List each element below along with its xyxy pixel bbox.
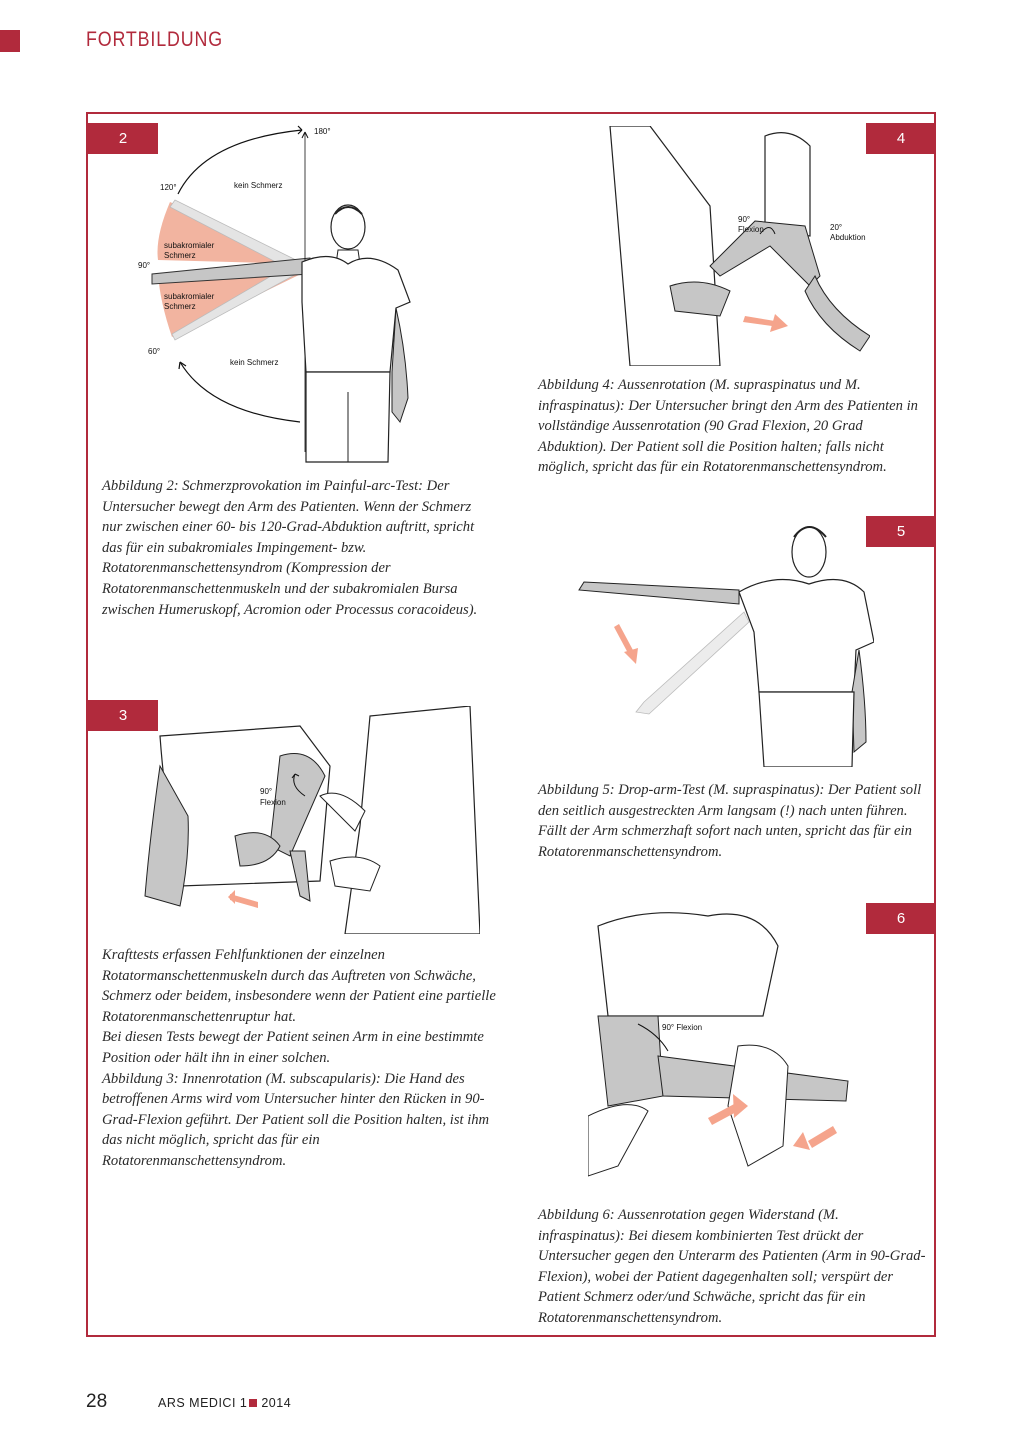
magazine-footer <box>158 1396 291 1410</box>
caption-paragraph-3: Abbildung 3: Innenrotation (M. subscapularis): Die Hand des betroffenen Arms wird vom Untersucher hinter den Rücken in 90-Grad-Flexion geführt. Der Patient soll die Position halten, ist ihm das nicht möglich, spricht das für ein Rotatorenmanschettensyndrom. <box>102 1070 490 1169</box>
label-pain-lower-1: subakromialer <box>164 292 215 301</box>
label-60: 60° <box>148 347 161 356</box>
magazine-name: ARS MEDICI 1 <box>158 1396 248 1410</box>
label-no-pain-top: kein Schmerz <box>234 181 283 190</box>
separator-square <box>249 1399 257 1407</box>
figure-4-illustration <box>570 126 870 366</box>
figure-3-caption <box>102 945 497 1172</box>
label-flexion: Flexion <box>260 798 286 807</box>
label-120: 120° <box>160 183 177 192</box>
label-flexion: Flexion <box>738 225 764 234</box>
caption-paragraph-2: Bei diesen Tests bewegt der Patient seinen Arm in eine bestimmte Position oder hält ihn in einer solchen. <box>102 1029 484 1066</box>
figure-5-caption: Abbildung 5: Drop-arm-Test (M. supraspinatus): Der Patient soll den seitlich ausgestreckten Arm langsam (!) nach unten führen. Fällt der Arm schmerzhaft sofort nach unten, spricht das für ein Rotatorenmanschettensyndrom. <box>538 782 922 860</box>
section-title: FORTBILDUNG <box>86 28 223 51</box>
figure-4-badge: 4 <box>866 123 936 154</box>
label-90: 90° <box>138 261 151 270</box>
figure-5-illustration <box>574 512 874 767</box>
figure-3-badge: 3 <box>88 700 158 731</box>
label-pain-upper-1: subakromialer <box>164 241 215 250</box>
label-90-flexion: 90° Flexion <box>662 1023 703 1032</box>
page-number: 28 <box>86 1391 108 1412</box>
magazine-year: 2014 <box>261 1396 292 1410</box>
label-angle-1: 90° <box>738 215 751 224</box>
label-pain-upper-2: Schmerz <box>164 251 196 260</box>
label-180: 180° <box>314 127 331 136</box>
figure-6-badge: 6 <box>866 903 936 934</box>
section-marker <box>0 30 20 52</box>
label-angle-2: 20° <box>830 223 843 232</box>
figure-6-illustration <box>588 906 878 1196</box>
label-pain-lower-2: Schmerz <box>164 302 196 311</box>
figure-6-caption: Abbildung 6: Aussenrotation gegen Widerstand (M. infraspinatus): Bei diesem kombinierten Test drückt der Untersucher gegen den Unterarm des Patienten (Arm in 90-Grad-Flexion), wobei der Patient dagegenhalten soll; verspürt der Patient Schmerz oder/und Schwäche, spricht das für ein Rotatorenmanschettensyndrom. <box>538 1207 926 1326</box>
label-no-pain-bottom: kein Schmerz <box>230 358 279 367</box>
figure-2-caption: Abbildung 2: Schmerzprovokation im Painful-arc-Test: Der Untersucher bewegt den Arm des Patienten. Wenn der Schmerz nur zwischen einer 60- bis 120-Grad-Abduktion auftritt, spricht das für ein subakromiales Impingement- bzw. Rotatorenmanschettensyndrom (Kompression der Rotatorenmanschettenmuskeln und der subakromialen Bursa zwischen Humeruskopf, Acromion oder Processus coracoideus). <box>102 478 478 618</box>
figure-4-caption: Abbildung 4: Aussenrotation (M. supraspinatus und M. infraspinatus): Der Untersucher bringt den Arm des Patienten in vollständige Aussenrotation (90 Grad Flexion, 20 Grad Abduktion). Der Patient soll die Position halten; falls nicht möglich, spricht das für ein Rotatorenmanschettensyndrom. <box>538 377 918 476</box>
caption-paragraph-1: Krafttests erfassen Fehlfunktionen der einzelnen Rotatormanschettenmuskeln durch das Auftreten von Schwäche, Schmerz oder beidem, insbesondere wenn der Patient eine partielle Rotatorenmanschettenruptur hat. <box>102 947 496 1025</box>
figure-3-illustration <box>140 706 480 934</box>
label-angle: 90° <box>260 787 273 796</box>
figure-2-illustration <box>130 122 450 472</box>
figure-2-badge: 2 <box>88 123 158 154</box>
figure-5-badge: 5 <box>866 516 936 547</box>
label-abduktion: Abduktion <box>830 233 866 242</box>
